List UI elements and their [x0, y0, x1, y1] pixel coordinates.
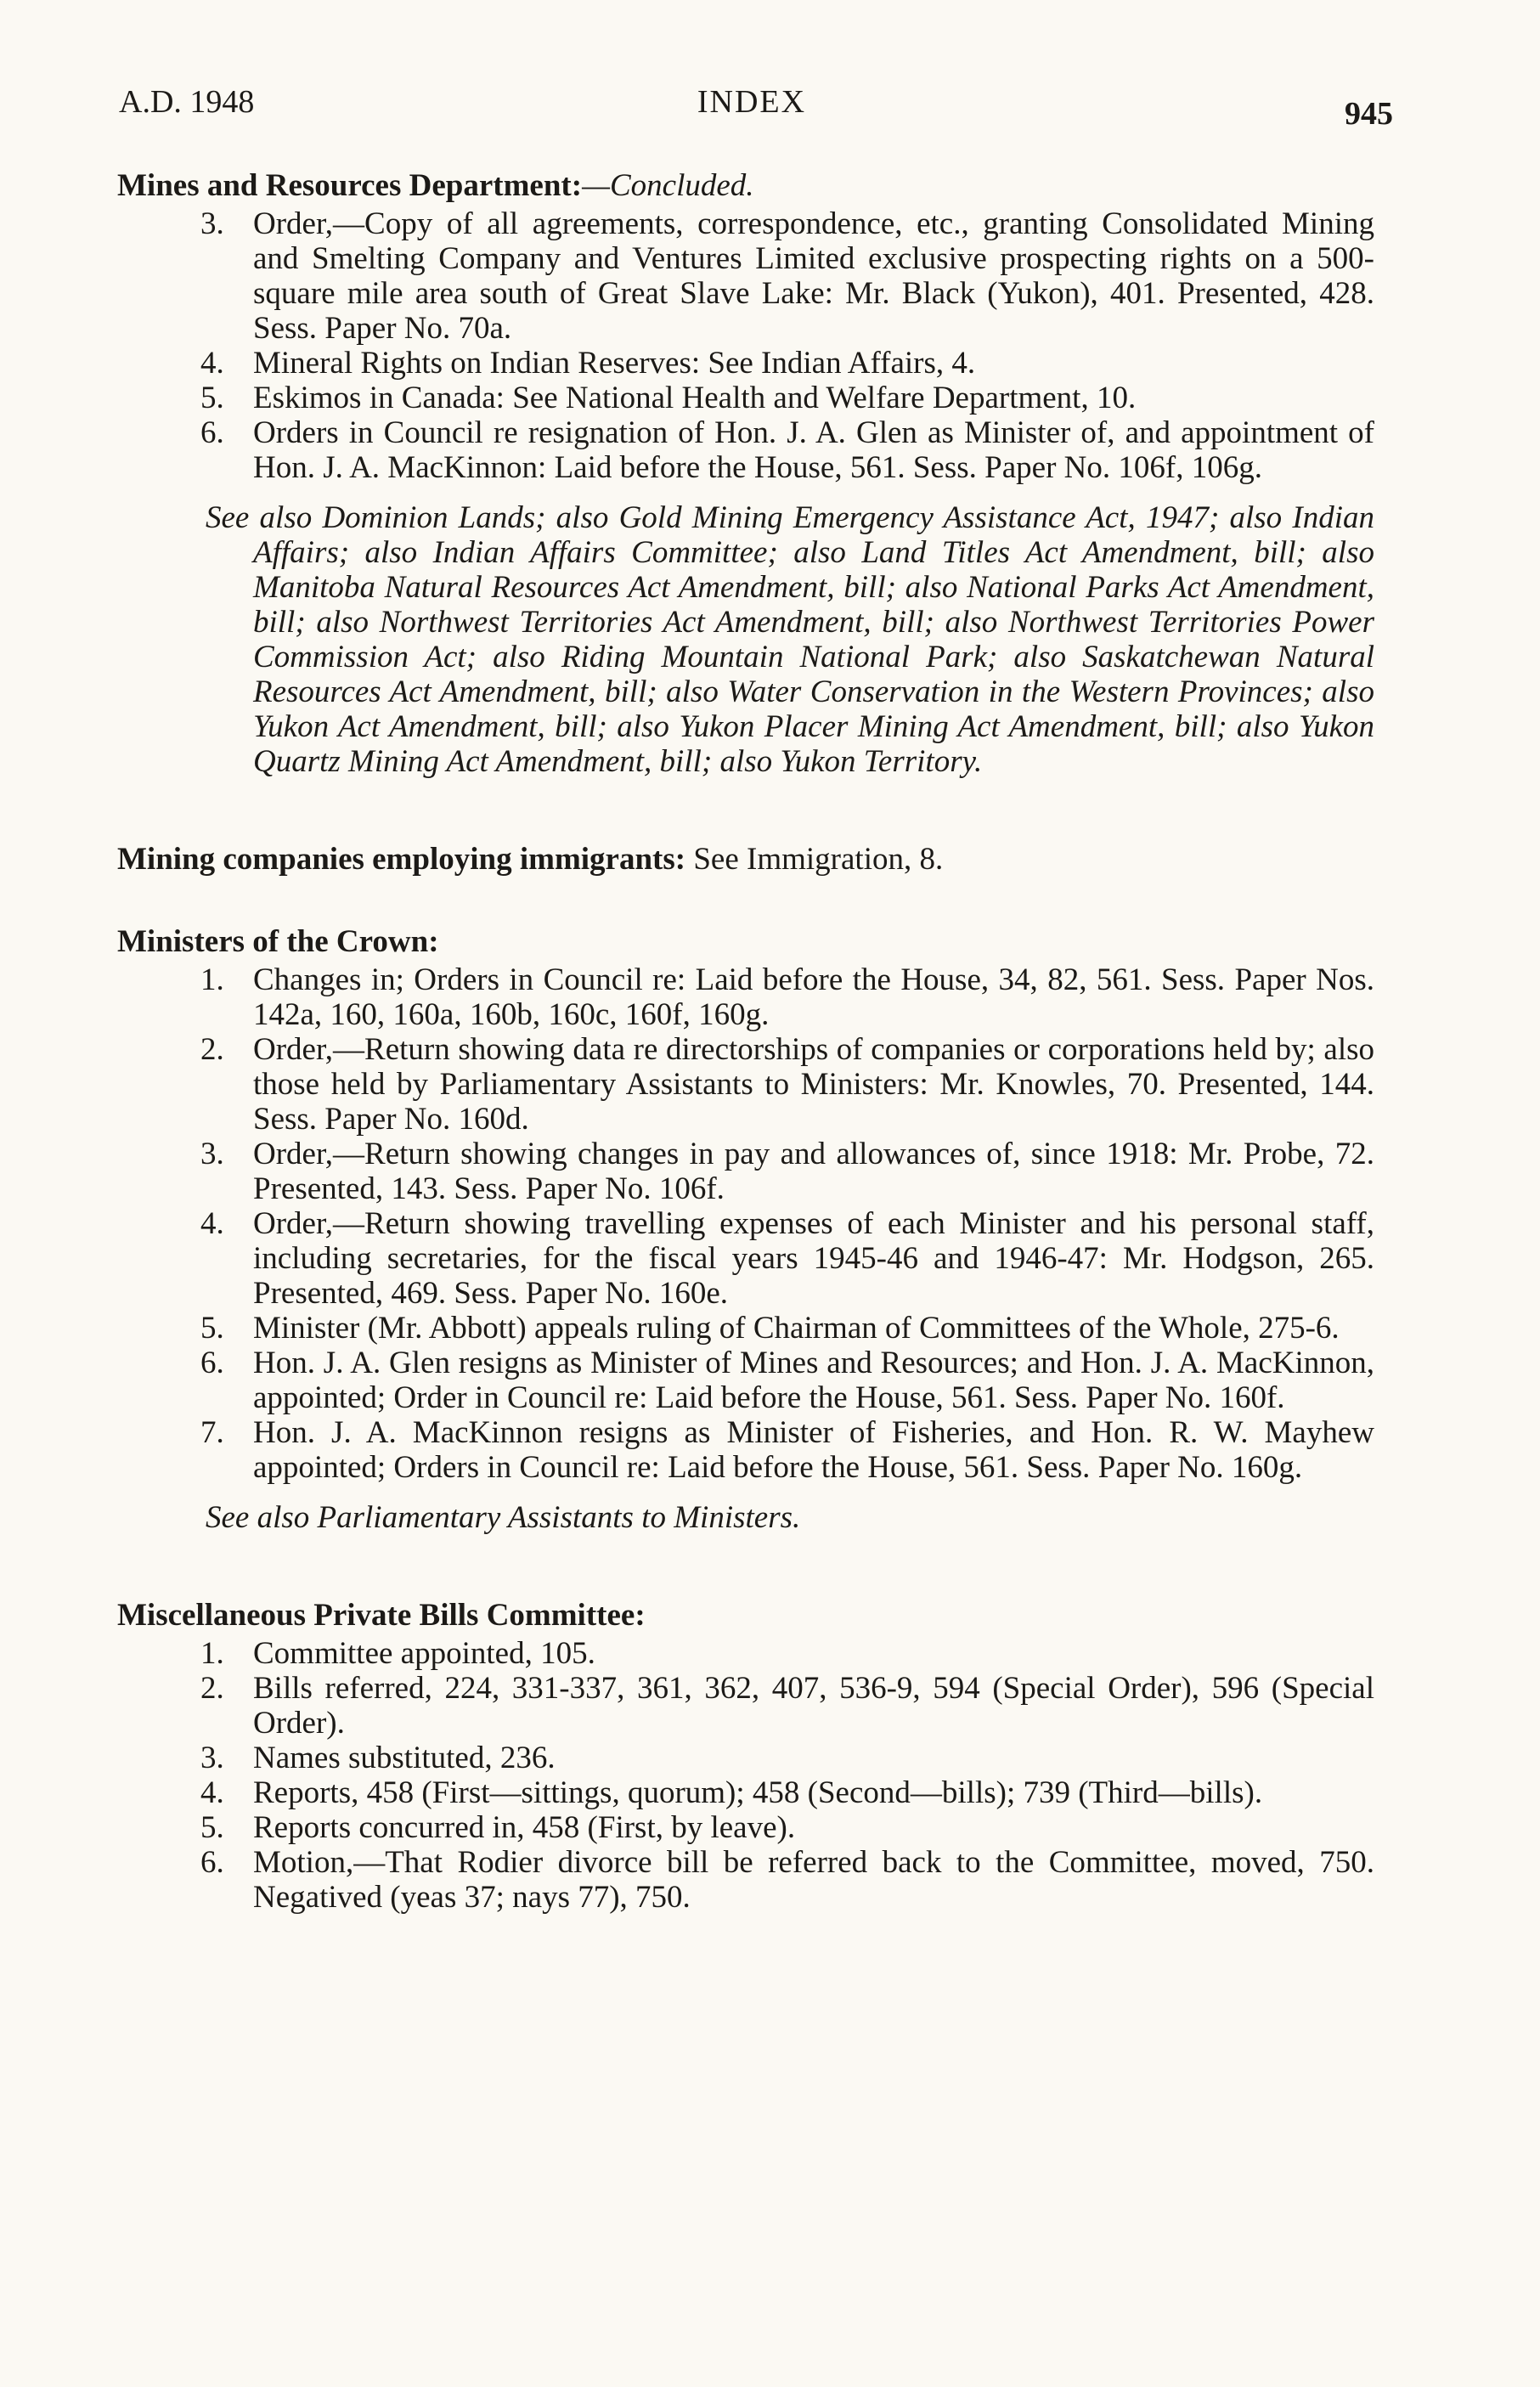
list-item — [117, 1415, 1374, 1485]
section-ministers-of-the-crown — [117, 924, 1374, 1535]
list-item — [117, 1671, 1374, 1741]
list-item — [117, 381, 1374, 415]
item-number: 5. — [200, 1810, 224, 1845]
item-number: 1. — [200, 1636, 224, 1671]
item-number: 2. — [200, 1671, 224, 1706]
heading-text: Mines and Resources Department: — [117, 168, 583, 203]
heading-suffix: —Concluded. — [582, 168, 754, 203]
heading-text: Mining companies employing immigrants: — [117, 842, 686, 877]
item-text: Order,—Return showing changes in pay and allowances of, since 1918: Mr. Probe, 72. Presented, 143. Sess. Paper No. 106f. — [253, 1137, 1374, 1206]
item-number: 5. — [200, 1311, 224, 1346]
index-content — [117, 168, 1374, 1915]
section-misc-private-bills — [117, 1598, 1374, 1915]
item-text: Order,—Return showing travelling expenses of each Minister and his personal staff, including secretaries, for the fiscal years 1945-46 and 1946-47: Mr. Hodgson, 265. Presented, 469. Sess. Paper No. 160e. — [253, 1206, 1374, 1311]
item-text: Reports, 458 (First—sittings, quorum); 458 (Second—bills); 739 (Third—bills). — [253, 1775, 1263, 1810]
list-item — [117, 346, 1374, 381]
item-text: Committee appointed, 105. — [253, 1636, 595, 1671]
item-number: 6. — [200, 1845, 224, 1880]
section-mining-companies — [117, 842, 1374, 877]
item-text: Names substituted, 236. — [253, 1741, 556, 1775]
item-number: 4. — [200, 1775, 224, 1810]
item-number: 2. — [200, 1032, 224, 1067]
item-number: 3. — [200, 206, 224, 241]
item-text: Mineral Rights on Indian Reserves: See Indian Affairs, 4. — [253, 346, 976, 381]
item-text: Changes in; Orders in Council re: Laid before the House, 34, 82, 561. Sess. Paper Nos. 142a, 160, 160a, 160b, 160c, 160f, 160g. — [253, 962, 1374, 1032]
heading-suffix: See Immigration, 8. — [693, 842, 944, 877]
section-heading — [117, 924, 1374, 959]
heading-text: Miscellaneous Private Bills Committee: — [117, 1598, 646, 1633]
list-item — [117, 1636, 1374, 1671]
item-number: 4. — [200, 346, 224, 381]
item-number: 6. — [200, 415, 224, 450]
item-text: Order,—Copy of all agreements, correspondence, etc., granting Consolidated Mining and Smelting Company and Ventures Limited exclusive prospecting rights on a 500-square mile area south of Great Slave Lake: Mr. Black (Yukon), 401. Presented, 428. Sess. Paper No. 70a. — [253, 206, 1374, 346]
list-item — [117, 962, 1374, 1032]
list-item — [117, 1775, 1374, 1810]
item-text: Orders in Council re resignation of Hon. J. A. Glen as Minister of, and appointment of Hon. J. A. MacKinnon: Laid before the House, 561. Sess. Paper No. 106f, 106g. — [253, 415, 1374, 485]
section-heading — [117, 1598, 1374, 1633]
item-number: 3. — [200, 1741, 224, 1775]
list-item — [117, 1845, 1374, 1915]
item-number: 3. — [200, 1137, 224, 1171]
list-item — [117, 1810, 1374, 1845]
see-also-text: See also Parliamentary Assistants to Ministers. — [206, 1500, 801, 1535]
item-number: 4. — [200, 1206, 224, 1241]
list-item — [117, 1346, 1374, 1415]
list-item — [117, 1137, 1374, 1206]
item-text: Bills referred, 224, 331-337, 361, 362, 407, 536-9, 594 (Special Order), 596 (Special Order). — [253, 1671, 1374, 1741]
item-text: Minister (Mr. Abbott) appeals ruling of Chairman of Committees of the Whole, 275-6. — [253, 1311, 1340, 1346]
see-also-reference — [117, 500, 1374, 779]
item-number: 6. — [200, 1346, 224, 1380]
list-item — [117, 1311, 1374, 1346]
item-text: Eskimos in Canada: See National Health and Welfare Department, 10. — [253, 381, 1137, 415]
heading-text: Ministers of the Crown: — [117, 924, 439, 959]
running-head — [119, 83, 1393, 134]
item-text: Motion,—That Rodier divorce bill be referred back to the Committee, moved, 750. Negatived (yeas 37; nays 77), 750. — [253, 1845, 1374, 1915]
list-item — [117, 1741, 1374, 1775]
list-item — [117, 415, 1374, 485]
page-number: 945 — [1345, 96, 1393, 132]
item-text: Reports concurred in, 458 (First, by leave). — [253, 1810, 796, 1845]
section-heading — [117, 168, 1374, 203]
header-year: A.D. 1948 — [119, 84, 255, 120]
section-heading — [117, 842, 1374, 877]
see-also-text: See also Dominion Lands; also Gold Mining Emergency Assistance Act, 1947; also Indian Affairs; also Indian Affairs Committee; also Land Titles Act Amendment, bill; also Manitoba Natural Resources Act Amendment, bill; also National Parks Act Amendment, bill; also Northwest Territories Act Amendment, bill; also Northwest Territories Power Commission Act; also Riding Mountain National Park; also Saskatchewan Natural Resources Act Amendment, bill; also Water Conservation in the Western Provinces; also Yukon Act Amendment, bill; also Yukon Placer Mining Act Amendment, bill; also Yukon Quartz Mining Act Amendment, bill; also Yukon Territory. — [206, 500, 1374, 779]
list-item — [117, 1206, 1374, 1311]
item-number: 1. — [200, 962, 224, 997]
item-text: Hon. J. A. MacKinnon resigns as Minister of Fisheries, and Hon. R. W. Mayhew appointed; Orders in Council re: Laid before the House, 561. Sess. Paper No. 160g. — [253, 1415, 1374, 1485]
see-also-reference — [117, 1500, 1374, 1535]
item-number: 5. — [200, 381, 224, 415]
section-mines-and-resources — [117, 168, 1374, 779]
header-title: INDEX — [697, 84, 807, 120]
item-number: 7. — [200, 1415, 224, 1450]
list-item — [117, 1032, 1374, 1137]
list-item — [117, 206, 1374, 346]
item-text: Hon. J. A. Glen resigns as Minister of Mines and Resources; and Hon. J. A. MacKinnon, appointed; Order in Council re: Laid before the House, 561. Sess. Paper No. 160f. — [253, 1346, 1374, 1415]
item-text: Order,—Return showing data re directorships of companies or corporations held by; also those held by Parliamentary Assistants to Ministers: Mr. Knowles, 70. Presented, 144. Sess. Paper No. 160d. — [253, 1032, 1374, 1137]
